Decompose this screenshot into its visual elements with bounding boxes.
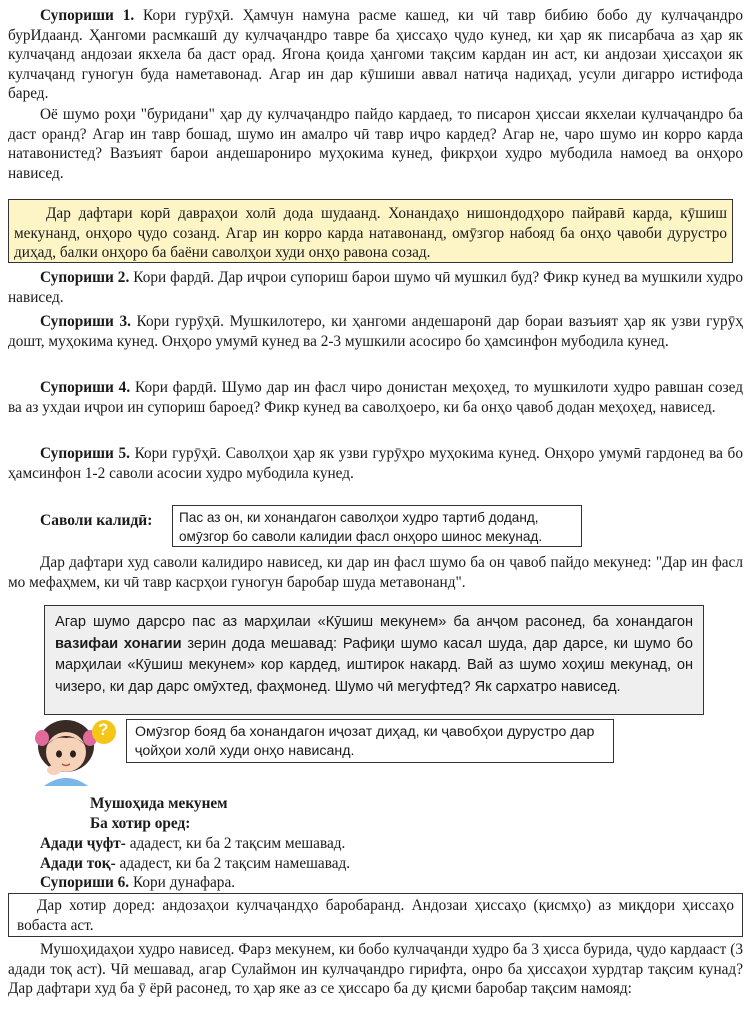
task1-paragraph [8,6,743,104]
teacher-note-box: Омӯзгор бояд ба хонандагон иҷозат диҳад, ки ҷавобҳои дурустро дар ҷойҳои холӣ худи онҳо нависанд. [126,719,614,763]
even-def: ададест, ки ба 2 тақсим мешавад. [125,835,346,852]
task2-text: Кори фардӣ. Дар иҷрои супориш барои шумо чӣ мушкил буд? Фикр кунед ва мушкили худро нависед. [8,269,743,306]
observe-heading: Мушоҳида мекунем [90,795,228,812]
task1-text: Кори гурӯҳӣ. Ҳамчун намуна расме кашед, ки чӣ тавр бибию бобо ду кулчаҷандро бурИдаанд. Ҳангоми расмкашӣ ду кулчаҷандро тавре ба ҳиссаҳо ҷудо кунед, ки ҳар як писарбача аз ҳар як кулчаҷанд андозаи якхела ба даст орад. Ягона қоида ҳангоми тақсим кардан ин аст, ки андозаи ҳиссаҳои як кулчаҷанд гуногун буда наметавонад. Агар ин дар кӯшиши аввал натиҷа надиҳад, усули дигарро истифода баред. [8,7,744,103]
odd-def: ададест, ки ба 2 тақсим намешавад. [115,855,351,872]
task1-title: Супориши 1. [40,7,135,24]
key-question-paragraph: Дар дафтари худ саволи калидиро нависед, ки дар ин фасл шумо ба он ҷавоб пайдо мекунед: "Дар ин фасл мо мефаҳмем, ки чӣ тавр касрҳои гуногун баробар шуда метавонанд". [8,554,743,591]
task1-paragraph-2: Оё шумо роҳи "буридани" ҳар ду кулчаҷандро пайдо кардаед, то писарон ҳиссаи якхелаи кулчаҷандро ба даст оранд? Агар ин тавр бошад, шумо ин амалро чӣ тавр иҷро кардед? Агар не, чаро шумо ин корро карда натавонистед? Вазъият барои андешарониро муҳокима кунед, фикрҳои худро мубодила намоед ва онҳоро нависед. [8,106,743,182]
girl-thinking-icon [28,716,122,786]
task2-title: Супориши 2. [40,269,130,286]
remember-heading: Ба хотир оред: [90,815,191,832]
task4-paragraph [8,378,743,417]
task5-paragraph [8,444,743,483]
task3-text: Кори гурӯҳӣ. Мушкилотеро, ки ҳангоми андешаронӣ дар бораи вазъият ҳар як узви гурӯҳ дошт, муҳокима кунед. Онҳоро умумӣ кунед ва 2-3 мушкили асосиро бо ҳамсинфон мубодила кунед. [8,313,744,350]
task6-line [40,874,235,892]
key-question-label [40,512,152,530]
homework-bold: вазифаи хонагии [55,635,182,652]
task5-text: Кори гурӯҳӣ. Саволҳои ҳар як узви гурӯҳро муҳокима кунед. Онҳоро умумӣ гардонед ва бо ҳамсинфон 1-2 саволи асосии худро мубодила кунед. [8,445,743,482]
teacher-note-yellow [8,199,733,263]
teacher-note-yellow-text: Дар дафтари корӣ давраҳои холӣ дода шудаанд. Хонандаҳо нишондодҳоро пайравӣ карда, кӯшиш мекунанд, онҳоро ҷудо созанд. Агар ин корро карда натавонанд, омӯзгор набояд ба онҳо ҷавоби дурустро диҳад, балки онҳоро ба баёни саволҳои худи онҳо равона созад. [14,205,727,262]
task6-text: Кори дунафара. [129,874,236,891]
task5-title: Супориши 5. [40,445,130,462]
even-term: Адади ҷуфт- [40,835,126,852]
odd-definition [40,855,350,873]
odd-term: Адади тоқ- [40,855,116,872]
remember-box: Дар хотир доред: андозаҳои кулчаҷандҳо баробаранд. Андозаи ҳиссаҳо (қисмҳо) аз миқдори ҳиссаҳо вобаста аст. [8,893,743,937]
task6-title: Супориши 6. [40,874,130,891]
task2-paragraph [8,268,743,307]
key-question-note: Пас аз он, ки хонандагон саволҳои худро тартиб доданд, омӯзгор бо саволи калидии фасл онҳоро шинос мекунад. [172,505,582,547]
even-definition [40,835,345,853]
homework-text-1: Агар шумо дарсро пас аз марҳилаи «Кӯшиш мекунем» ба анҷом расонед, ба хонандагон [55,614,693,630]
key-question-label-text: Саволи калидӣ [40,512,148,529]
homework-box [44,605,704,715]
task4-text: Кори фардӣ. Шумо дар ин фасл чиро донистан меҳоҳед, то мушкилоти худро равшан созед ва аз ухдаи иҷрои ин супориш бароед? Фикр кунед ва саволҳоеро, ки ба онҳо ҷавоб додан меҳоҳед, нависед. [8,379,743,416]
final-paragraph: Мушоҳидаҳои худро нависед. Фарз мекунем, ки бобо кулчаҷанди худро ба 3 ҳисса бурида, ҷудо кардааст (3 адади тоқ аст). Чӣ мешавад, агар Сулаймон ин кулчаҷандро гирифта, онро ба ҳиссаҳои хурдтар тақсим кунад? Дар дафтари худ ба ӯ ёрӣ расонед, то ҳар яке аз се ҳиссаро ба ду қисми баробар тақсим намояд: [8,941,743,998]
task3-title: Супориши 3. [40,313,131,330]
task3-paragraph [8,312,743,351]
key-question-colon: : [147,512,153,529]
homework-text-2: зерин дода мешавад: Рафиқи шумо касал шуда, дар дарсе, ки шумо бо марҳилаи «Кӯшиш мекунем» кор кардед, иштирок накард. Вай аз шумо хоҳиш мекунад, он чизеро, ки дар дарс омӯхтед, фаҳмонед. Шумо чӣ мегуфтед? Як сархатро нависед. [55,635,693,695]
question-mark-glyph: ? [98,720,109,739]
task4-title: Супориши 4. [40,379,131,396]
